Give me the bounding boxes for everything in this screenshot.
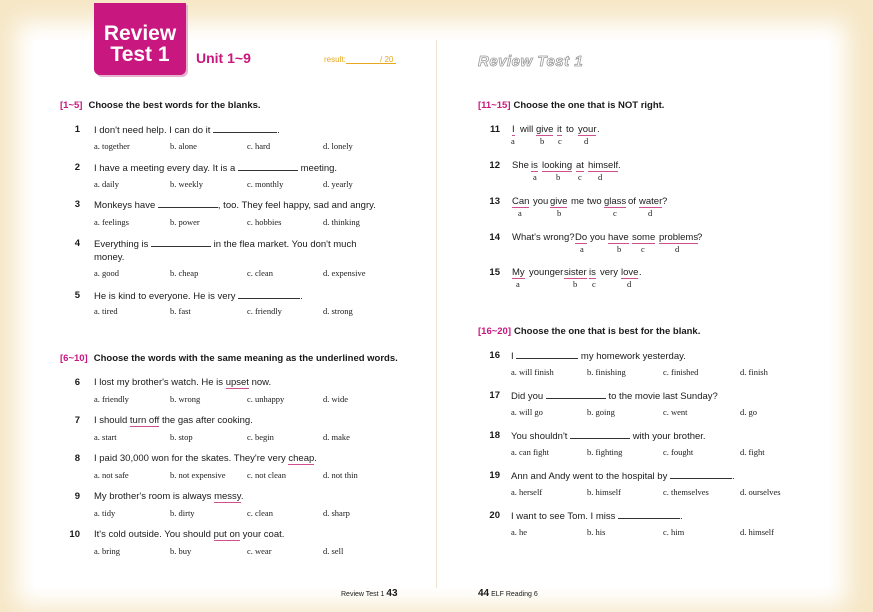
option-a[interactable]: a. herself	[511, 487, 543, 497]
option-c[interactable]: c. begin	[247, 432, 274, 442]
word: will	[520, 124, 534, 135]
section-instruction: Choose the words with the same meaning as the underlined words.	[93, 353, 398, 364]
option-c[interactable]: c. monthly	[247, 179, 284, 189]
option-a[interactable]: a. daily	[94, 179, 120, 189]
question-number: 12	[489, 160, 500, 171]
question-number: 8	[74, 453, 80, 464]
option-c[interactable]: c. hobbies	[247, 217, 282, 227]
segment-c: it	[557, 124, 562, 135]
answer-blank[interactable]	[238, 162, 298, 171]
option-d[interactable]: d. himself	[740, 527, 774, 537]
answer-blank[interactable]	[618, 510, 680, 519]
answer-blank[interactable]	[516, 350, 578, 359]
question-number: 11	[489, 124, 500, 135]
question-text	[94, 377, 271, 388]
option-c[interactable]: c. clean	[247, 508, 273, 518]
option-d[interactable]: d. fight	[740, 447, 765, 457]
section-instruction: Choose the best words for the blanks.	[88, 100, 261, 111]
option-c[interactable]: c. not clean	[247, 470, 286, 480]
option-a[interactable]: a. tidy	[94, 508, 116, 518]
word: of	[628, 196, 636, 207]
label-a[interactable]: a	[518, 208, 522, 218]
question-post: to the movie last Sunday?	[608, 391, 718, 402]
option-d[interactable]: d. ourselves	[740, 487, 781, 497]
option-d[interactable]: d. expensive	[323, 268, 366, 278]
question-pre: I want to see Tom. I miss	[511, 511, 616, 522]
section-instruction: Choose the one that is NOT right.	[513, 100, 665, 111]
question-text	[94, 453, 317, 464]
segment-a: Can	[512, 196, 530, 207]
segment-a: Do	[575, 232, 588, 243]
question-number: 9	[74, 491, 80, 502]
label-b[interactable]: b	[557, 208, 562, 218]
question-post: in the flea market. You don't much	[213, 239, 357, 250]
tab-line-1: Review	[103, 22, 177, 45]
label-c[interactable]: c	[613, 208, 617, 218]
segment-d: water	[639, 196, 663, 207]
question-pre: You shouldn't	[511, 431, 568, 442]
word: What's wrong?	[512, 232, 575, 243]
question-post: .	[300, 291, 303, 302]
option-d[interactable]: d. finish	[740, 367, 768, 377]
underlined-word: put on	[213, 529, 241, 540]
section-instruction: Choose the one that is best for the blank.	[514, 326, 701, 337]
question-pre: My brother's room is always	[94, 491, 212, 502]
question-post: , too. They feel happy, sad and angry.	[217, 200, 376, 211]
question-pre: I have a meeting every day. It is a	[94, 163, 236, 174]
word: She	[512, 160, 529, 171]
section-2-title	[60, 353, 398, 364]
section-4-title	[478, 326, 700, 337]
segment-c: is	[589, 267, 596, 278]
question-number: 7	[74, 415, 80, 426]
question-text	[511, 430, 706, 442]
section-range: [16~20]	[478, 326, 512, 337]
option-c[interactable]: c. him	[663, 527, 685, 537]
question-post: the gas after cooking.	[161, 415, 253, 426]
option-a[interactable]: a. he	[511, 527, 528, 537]
question-pre: I	[511, 351, 514, 362]
question-pre: Everything is	[94, 239, 149, 250]
left-page	[0, 0, 436, 612]
word: .	[618, 160, 621, 171]
question-pre: He is kind to everyone. He is very	[94, 291, 236, 302]
question-number: 2	[74, 162, 80, 173]
segment-b: have	[608, 232, 629, 243]
section-3-title	[478, 100, 664, 111]
segment-d: problems	[659, 232, 699, 243]
question-post: my homework yesterday.	[580, 351, 686, 362]
option-a[interactable]: a. tired	[94, 306, 118, 316]
question-text	[94, 529, 284, 540]
option-d[interactable]: d. lonely	[323, 141, 353, 151]
question-number: 10	[69, 529, 80, 540]
section-range: [11~15]	[478, 100, 511, 111]
segment-c: glass	[604, 196, 627, 207]
tab-line-2: Test 1	[110, 43, 170, 66]
result-total: / 20	[380, 55, 394, 64]
option-b[interactable]: b. fighting	[587, 447, 623, 457]
question-pre: I paid 30,000 won for the skates. They're very	[94, 453, 286, 464]
answer-blank[interactable]	[158, 199, 218, 208]
footer-label: Review Test 1	[341, 591, 385, 598]
option-b[interactable]: b. weekly	[170, 179, 204, 189]
label-b[interactable]: b	[573, 279, 578, 289]
option-c[interactable]: c. friendly	[247, 306, 282, 316]
segment-a: My	[512, 267, 525, 278]
question-text	[511, 510, 683, 522]
question-number: 20	[489, 510, 500, 521]
question-number: 19	[489, 470, 500, 481]
option-b[interactable]: b. dirty	[170, 508, 195, 518]
option-b[interactable]: b. wrong	[170, 394, 201, 404]
question-number: 15	[489, 267, 500, 278]
option-b[interactable]: b. buy	[170, 546, 192, 556]
question-post: your coat.	[242, 529, 285, 540]
underlined-word: upset	[225, 377, 249, 388]
option-b[interactable]: b. his	[587, 527, 606, 537]
label-a[interactable]: a	[533, 172, 537, 182]
word: me two	[571, 196, 602, 207]
option-c[interactable]: c. unhappy	[247, 394, 285, 404]
option-b[interactable]: b. stop	[170, 432, 193, 442]
option-b[interactable]: b. not expensive	[170, 470, 226, 480]
question-pre: I lost my brother's watch. He is	[94, 377, 224, 388]
question-pre: Did you	[511, 391, 544, 402]
unit-label: Unit 1~9	[196, 50, 251, 66]
option-c[interactable]: c. wear	[247, 546, 272, 556]
segment-d: himself	[588, 160, 619, 171]
option-a[interactable]: a. can fight	[511, 447, 549, 457]
label-a[interactable]: a	[580, 244, 584, 254]
question-text	[94, 415, 253, 426]
question-text	[94, 238, 357, 250]
question-post: meeting.	[300, 163, 338, 174]
label-d[interactable]: d	[648, 208, 653, 218]
label-d[interactable]: d	[627, 279, 632, 289]
option-d[interactable]: d. go	[740, 407, 757, 417]
option-b[interactable]: b. himself	[587, 487, 621, 497]
question-post: .	[731, 471, 735, 482]
label-c[interactable]: c	[641, 244, 645, 254]
label-a[interactable]: a	[511, 136, 515, 146]
question-pre: It's cold outside. You should	[94, 529, 211, 540]
segment-d: love	[621, 267, 639, 278]
option-a[interactable]: a. good	[94, 268, 120, 278]
answer-blank[interactable]	[670, 470, 732, 479]
question-text	[94, 124, 280, 136]
option-b[interactable]: b. fast	[170, 306, 191, 316]
word: you	[533, 196, 549, 207]
page-number: 43	[386, 588, 398, 599]
option-a[interactable]: a. friendly	[94, 394, 129, 404]
underlined-word: messy	[214, 491, 241, 502]
question-post: now.	[251, 377, 272, 388]
option-d[interactable]: d. not thin	[323, 470, 358, 480]
segment-a: is	[531, 160, 538, 171]
segment-b: sister	[564, 267, 587, 278]
option-a[interactable]: a. will go	[511, 407, 543, 417]
question-text	[94, 162, 337, 174]
question-number: 18	[489, 430, 500, 441]
label-d[interactable]: d	[598, 172, 603, 182]
label-b[interactable]: b	[540, 136, 545, 146]
option-d[interactable]: d. sharp	[323, 508, 350, 518]
question-pre: Monkeys have	[94, 200, 156, 211]
option-b[interactable]: b. going	[587, 407, 615, 417]
option-d[interactable]: d. sell	[323, 546, 344, 556]
option-a[interactable]: a. will finish	[511, 367, 554, 377]
segment-b: looking	[542, 160, 573, 171]
segment-c: some	[632, 232, 656, 243]
word: ?	[697, 232, 703, 243]
question-number: 1	[74, 124, 80, 135]
question-post: .	[314, 453, 317, 464]
question-number: 16	[489, 350, 500, 361]
question-number: 6	[74, 377, 80, 388]
option-b[interactable]: b. alone	[170, 141, 197, 151]
question-text	[94, 199, 376, 211]
word: to	[566, 124, 574, 135]
option-c[interactable]: c. themselves	[663, 487, 709, 497]
word: you	[590, 232, 606, 243]
option-c[interactable]: c. hard	[247, 141, 271, 151]
question-pre: I don't need help. I can do it	[94, 125, 211, 136]
page-footer-right	[478, 588, 538, 599]
question-post: .	[680, 511, 683, 522]
option-a[interactable]: a. together	[94, 141, 130, 151]
option-a[interactable]: a. feelings	[94, 217, 129, 227]
section-range: [1~5]	[60, 100, 83, 111]
option-b[interactable]: b. power	[170, 217, 200, 227]
option-a[interactable]: a. start	[94, 432, 117, 442]
question-pre: I should	[94, 415, 128, 426]
option-a[interactable]: a. bring	[94, 546, 120, 556]
answer-blank[interactable]	[570, 430, 630, 439]
word: younger	[529, 267, 564, 278]
question-text	[94, 290, 303, 302]
label-d[interactable]: d	[584, 136, 589, 146]
section-range: [6~10]	[60, 353, 88, 364]
question-text	[94, 491, 243, 502]
answer-blank[interactable]	[213, 124, 277, 133]
word: very	[600, 267, 618, 278]
option-c[interactable]: c. fought	[663, 447, 694, 457]
option-c[interactable]: c. went	[663, 407, 688, 417]
label-c[interactable]: c	[558, 136, 562, 146]
option-b[interactable]: b. cheap	[170, 268, 199, 278]
label-c[interactable]: c	[578, 172, 582, 182]
word: .	[597, 124, 600, 135]
label-b[interactable]: b	[556, 172, 561, 182]
question-number: 14	[489, 232, 500, 243]
option-b[interactable]: b. finishing	[587, 367, 626, 377]
word: .	[639, 267, 642, 278]
result-label: result:	[324, 55, 346, 64]
question-number: 17	[489, 390, 500, 401]
question-number: 5	[74, 290, 80, 301]
segment-b: give	[536, 124, 554, 135]
option-d[interactable]: d. strong	[323, 306, 353, 316]
label-d[interactable]: d	[675, 244, 680, 254]
question-number: 3	[74, 199, 80, 210]
answer-blank[interactable]	[238, 290, 300, 299]
question-text	[511, 350, 686, 362]
answer-blank[interactable]	[151, 238, 211, 247]
segment-c: at	[576, 160, 584, 171]
segment-b: give	[550, 196, 568, 207]
label-b[interactable]: b	[617, 244, 622, 254]
review-tab	[94, 3, 186, 75]
question-post: .	[240, 491, 244, 502]
option-d[interactable]: d. make	[323, 432, 350, 442]
option-a[interactable]: a. not safe	[94, 470, 129, 480]
question-post: with your brother.	[632, 431, 706, 442]
footer-label: ELF Reading 6	[491, 591, 538, 598]
question-post: .	[277, 125, 280, 136]
label-a[interactable]: a	[516, 279, 520, 289]
underlined-word: turn off	[129, 415, 160, 426]
page-footer-left	[341, 588, 398, 599]
option-c[interactable]: c. clean	[247, 268, 273, 278]
label-c[interactable]: c	[592, 279, 596, 289]
page-number: 44	[478, 588, 490, 599]
option-d[interactable]: d. yearly	[323, 179, 353, 189]
question-number: 13	[489, 196, 500, 207]
answer-blank[interactable]	[546, 390, 606, 399]
option-d[interactable]: d. thinking	[323, 217, 360, 227]
underlined-word: cheap	[288, 453, 315, 464]
question-text	[511, 470, 735, 482]
segment-a: I	[512, 124, 515, 135]
option-c[interactable]: c. finished	[663, 367, 699, 377]
section-1-title	[60, 100, 261, 111]
question-pre: Ann and Andy went to the hospital by	[511, 471, 668, 482]
tab-title	[94, 23, 186, 65]
question-number: 4	[74, 238, 80, 249]
question-text	[511, 390, 718, 402]
segment-d: your	[578, 124, 597, 135]
word: ?	[662, 196, 668, 207]
option-d[interactable]: d. wide	[323, 394, 349, 404]
gutter	[436, 40, 437, 588]
question-text-line2: money.	[94, 252, 125, 263]
right-page-title: Review Test 1	[478, 53, 584, 70]
